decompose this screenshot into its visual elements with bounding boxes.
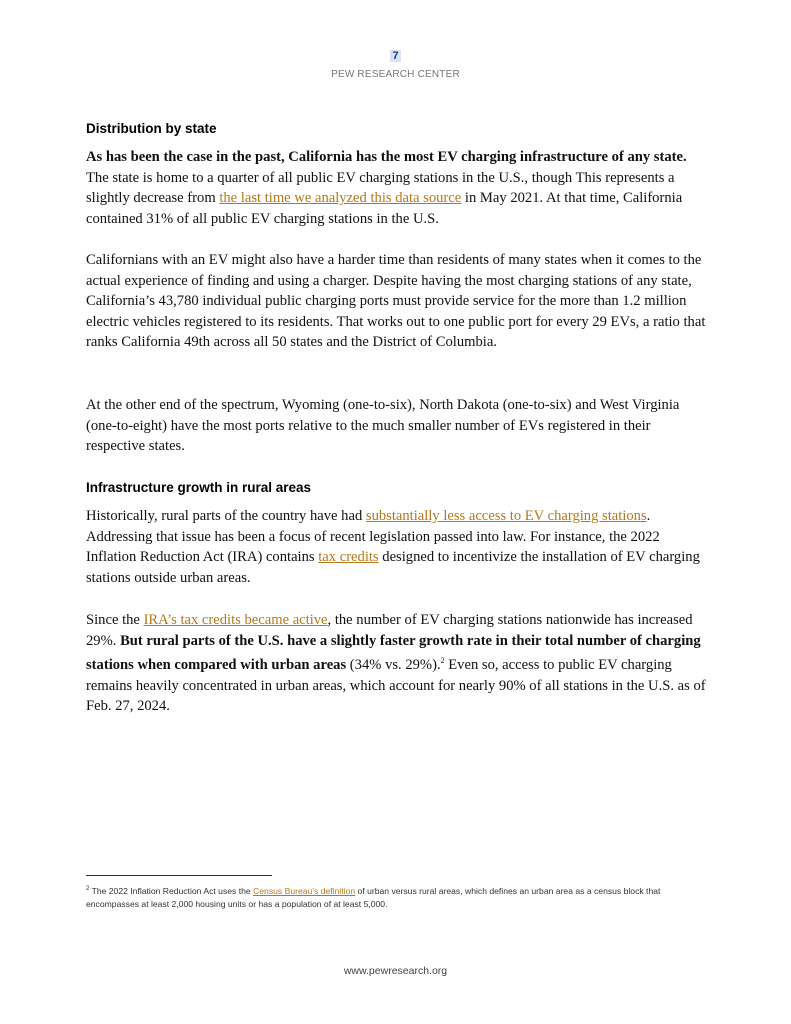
running-header: PEW RESEARCH CENTER — [331, 69, 460, 80]
last-time-analyzed-link[interactable]: the last time we analyzed this data source — [219, 190, 462, 207]
bold-finding: But rural parts of the U.S. have a slightly faster growth rate in their total number of charging stations when compared with urban areas — [86, 632, 701, 674]
section-heading: Distribution by state — [86, 121, 217, 136]
less-access-link[interactable]: substantially less access to EV charging stations — [365, 508, 647, 524]
page-number: 7 — [392, 50, 399, 62]
ira-tax-credits-link[interactable]: IRA’s tax credits became active — [143, 612, 328, 628]
census-definition-link[interactable]: Census Bureau’s definition — [253, 885, 356, 896]
bold-lead: As has been the case in the past, California has the most EV charging infrastructure of any state. — [86, 149, 687, 165]
paragraph-california: As has been the case in the past, California has the most EV charging infrastructure of any state. The state is home to a quarter of all public EV charging stations in the U.S., though This represents a slightly decrease from the last time we analyzed this data source in May 2021. At that time, California contained 31% of all public EV charging stations in the U.S. — [86, 149, 687, 227]
footer-url[interactable]: www.pewresearch.org — [343, 965, 448, 977]
paragraph-californians: Californians with an EV might also have a harder time than residents of many states when it comes to the actual experience of finding and using a charger. Despite having the most charging stations of any state, California’s 43,780 individual public charging ports must provide service for the more than 1.2 million electric vehicles registered to its residents. That works out to one public port for every 29 EVs, a ratio that ranks California 49th across all 50 states and the District of Columbia. — [86, 252, 706, 351]
section-rural-areas — [86, 480, 706, 495]
paragraph-historically: Historically, rural parts of the country have had substantially less access to EV charging stations. Addressing that issue has been a focus of recent legislation passed into law. For instance, the 2022 Inflation Reduction Act (IRA) contains tax credits designed to incentivize the installation of EV charging stations outside urban areas. — [86, 508, 700, 586]
section-distribution-by-state — [86, 121, 706, 136]
tax-credits-link[interactable]: tax credits — [318, 549, 379, 566]
footnote-divider — [86, 875, 272, 876]
footnote-ref[interactable]: 2 — [440, 656, 445, 666]
footnote: $^2$ The 2022 Inflation Reduction Act uses the Census Bureau’s definition of urban versus rural areas, which defines an urban area as a census block that encompasses at least 2,000 housing units or has a population of at least 5,000. — [86, 885, 661, 909]
paragraph-other-end: At the other end of the spectrum, Wyoming (one-to-six), North Dakota (one-to-six) and West Virginia (one-to-eight) have the most ports relative to the much smaller number of EVs registered in their respective states. — [86, 397, 680, 455]
section-heading: Infrastructure growth in rural areas — [86, 480, 312, 495]
footnote-number: 2 — [86, 886, 90, 892]
paragraph-since-ira: Since the IRA’s tax credits became active, the number of EV charging stations nationwide has increased 29%. But rural parts of the U.S. have a slightly faster growth rate in their total number of charging stations when compared with urban areas (34% vs. 29%).$^2$ Even so, access to public EV charging remains heavily concentrated in urban areas, which account for nearly 90% of all stations in the U.S. as of Feb. 27, 2024. — [86, 612, 706, 715]
